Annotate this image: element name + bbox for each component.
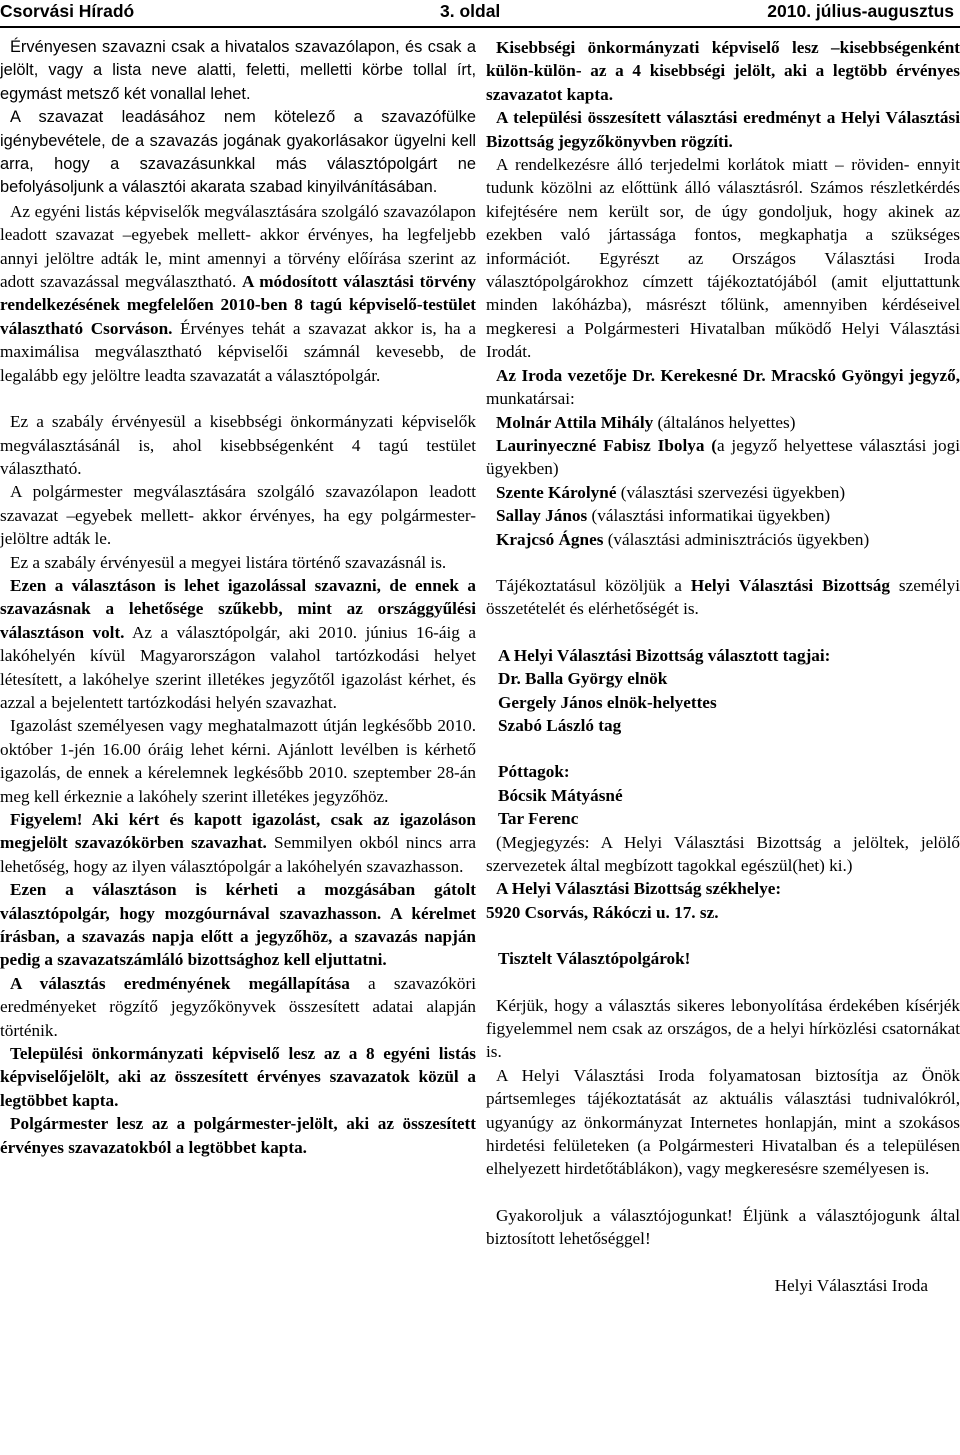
staff-member: Krajcsó Ágnes (választási adminisztrációs ügyekben) xyxy=(496,529,870,549)
committee-member: Gergely János elnök-helyettes xyxy=(498,692,717,712)
paragraph-mayor: Polgármester lesz az a polgármester-jelölt, aki az összesített érvényes szavazatokból a legtöbbet kapta. xyxy=(0,1114,476,1157)
paragraph-committee-intro: Tájékoztatásul közöljük a Helyi Választási Bizottság személyi összetételét és elérhetőségét is. xyxy=(486,575,960,619)
paragraph-space-limits: A rendelkezésre álló terjedelmi korlátok miatt – röviden- ennyit tudunk közölni az előttünk álló választásról. Számos részletkérdés kifejtésére nem került sor, de úgy gondoljuk, hogy akinek az ezekben való jártassága fontos, megkaphatja a szükséges információt. Egyrészt az Országos Választási Iroda választópolgárokhoz címzett tájékoztatójából (amit eljuttattunk minden lakóházba), másrészt tőlünk, amennyiben kérdéseivel megkeresi a Polgármesteri Hivatalban működő Helyi Választási Irodát. xyxy=(486,155,960,362)
paragraph-voting-booth: A szavazat leadásához nem kötelező a szavazófülke igénybevétele, de a szavazás jogának gyakorlásakor ügyelni kell arra, hogy a szavazásunkkal más választópolgárt ne befolyásoljunk a választói akarata szabad kinyilvánításában. xyxy=(0,108,476,197)
paragraph-office-head: Az Iroda vezetője Dr. Kerekesné Dr. Mracskó Gyöngyi jegyző, munkatársai: xyxy=(486,365,960,409)
paragraph-minority-rule: Ez a szabály érvényesül a kisebbségi önkormányzati képviselők megválasztásánál is, ahol kisebbségenként 4 tagú testület választható. xyxy=(0,412,476,478)
paragraph-attention: Figyelem! Aki kért és kapott igazolást, csak az igazoláson megjelölt szavazókörben szavazhat. Semmilyen okból nincs arra lehetőség, hogy az ilyen választópolgár a lakóhelyén szavazhasson. xyxy=(0,810,476,876)
staff-member: Molnár Attila Mihály (általános helyettes) xyxy=(496,412,796,432)
substitutes-title: Póttagok: xyxy=(498,762,570,782)
paragraph-minority-representative: Kisebbségi önkormányzati képviselő lesz –kisebbségenként külön-külön- az a 4 kisebbségi jelölt, aki a legtöbb érvényes szavazatot kapta. xyxy=(486,38,960,104)
greeting: Tisztelt Választópolgárok! xyxy=(498,949,691,969)
headquarters-title: A Helyi Választási Bizottság székhelye: xyxy=(496,879,782,899)
staff-member: Laurinyeczné Fabisz Ibolya (a jegyző helyettese választási jogi ügyekben) xyxy=(486,435,960,479)
paragraph-information-service: A Helyi Választási Iroda folyamatosan biztosítja az Önök pártsemleges tájékoztatását az aktuális választási tudnivalókról, ugyanúgy az önkormányzat Internetes honlapján, mint a szokásos hirdetési felületeken (a Polgármesteri Hivatalban és a településen elhelyezett hirdetőtáblákon), vagy megkeresésre személyesen is. xyxy=(486,1065,960,1179)
paragraph-valid-vote: Érvényesen szavazni csak a hivatalos szavazólapon, és csak a jelölt, vagy a lista neve alatti, feletti, melletti körbe tollal írt, egymást metsző két vonallal lehet. xyxy=(0,38,476,103)
publication-title: Csorvási Híradó xyxy=(0,1,135,21)
issue-date: 2010. július-augusztus xyxy=(767,1,954,21)
paragraph-county-list: Ez a szabály érvényesül a megyei listára történő szavazásnál is. xyxy=(10,552,447,572)
paragraph-result-determination: A választás eredményének megállapítása a szavazóköri eredményeket rögzítő jegyzőkönyvek összesített adatai alapján történik. xyxy=(0,973,476,1040)
paragraph-list-candidates: Az egyéni listás képviselők megválasztására szolgáló szavazólapon leadott szavazat –egyebek mellett- akkor érvényes, ha legfeljebb annyi jelöltre adták le, mint amennyi a törvény előírása szerint az adott szavazással megválasztható. A módosított választási törvény rendelkezésének megfelelően 2010-ben 8 tagú képviselő-testület választható Csorváson. Érvényes tehát a szavazat akkor is, ha a maximálisa megválasztható képviselői számnál kevesebb, de legalább egy jelöltre leadta szavazatát a választópolgár. xyxy=(0,201,476,385)
paragraph-result-record: A települési összesített választási eredményt a Helyi Választási Bizottság jegyzőkönyvben rögzíti. xyxy=(486,108,960,151)
substitute-member: Tar Ferenc xyxy=(498,809,579,829)
paragraph-certificate-voting: Ezen a választáson is lehet igazolással szavazni, de ennek a szavazásnak a lehetősége szűkebb, mint az országgyűlési választáson volt. Az a választópolgár, aki 2010. június 16-áig a lakóhelyén kívül Magyarországon valahol tartózkodási helyet létesített, a lakóhelye szerint illetékes jegyzőtől igazolást kérhet, és azzal a bejelentett tartózkodási helyén szavazhat. xyxy=(0,575,476,712)
committee-title: A Helyi Választási Bizottság választott tagjai: xyxy=(498,645,831,665)
committee-member: Dr. Balla György elnök xyxy=(498,669,668,689)
paragraph-note: (Megjegyzés: A Helyi Választási Bizottság a jelöltek, jelölő szervezetek által megbízott tagokkal egészül(het) ki.) xyxy=(486,832,960,875)
paragraph-media-request: Kérjük, hogy a választás sikeres lebonyolítása érdekében kísérjék figyelemmel nem csak az országos, de a helyi hírközlési csatornákat is. xyxy=(486,995,960,1062)
paragraph-closing-appeal: Gyakoroljuk a választójogunkat! Éljünk a választójogunk által biztosított lehetőséggel! xyxy=(486,1205,960,1249)
page-number: 3. oldal xyxy=(440,1,501,21)
headquarters-address: 5920 Csorvás, Rákóczi u. 17. sz. xyxy=(486,902,719,922)
page-header xyxy=(0,0,960,28)
right-column xyxy=(486,36,960,1297)
paragraph-certificate-deadline: Igazolást személyesen vagy meghatalmazott útján legkésőbb 2010. október 1-jén 16.00 óráig lehet kérni. Ajánlott levélben is kérhető igazolás, de ennek a kérelemnek legkésőbb 2010. szeptember 28-án meg kell érkeznie a lakóhely szerint illetékes jegyzőhöz. xyxy=(0,716,476,806)
paragraph-mayor-ballot: A polgármester megválasztására szolgáló szavazólapon leadott szavazat –egyebek mellett- akkor érvényes, ha egy polgármester-jelöltre adták le. xyxy=(0,482,476,549)
staff-member: Szente Károlyné (választási szervezési ügyekben) xyxy=(496,482,846,502)
committee-member: Szabó László tag xyxy=(498,715,622,735)
staff-member: Sallay János (választási informatikai ügyekben) xyxy=(496,506,831,526)
signature: Helyi Választási Iroda xyxy=(774,1275,928,1295)
substitute-member: Bócsik Mátyásné xyxy=(498,785,623,805)
left-column xyxy=(0,36,476,1159)
paragraph-mobile-ballot-box: Ezen a választáson is kérheti a mozgásában gátolt választópolgár, hogy mozgóurnával szavazhasson. A kérelmet írásban, a szavazás napja előtt a jegyzőhöz, a szavazás napján pedig a szavazatszámláló bizottsághoz kell eljuttatni. xyxy=(0,880,476,970)
paragraph-council-member: Települési önkormányzati képviselő lesz az a 8 egyéni listás képviselőjelölt, aki az összesített érvényes szavazatok közül a legtöbbet kapta. xyxy=(0,1044,476,1110)
